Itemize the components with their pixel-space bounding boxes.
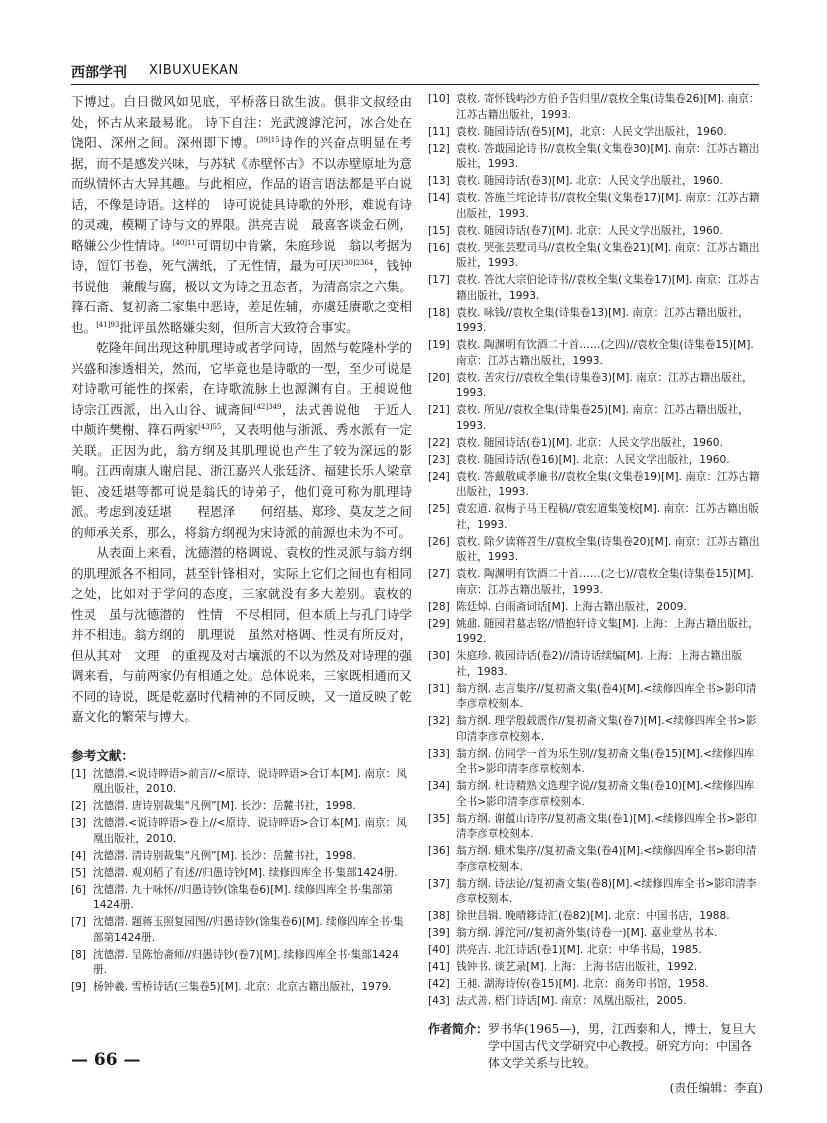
reference-number: [15] [428, 224, 450, 237]
reference-item [71, 767, 412, 798]
reference-text: 翁方纲. 谢蕴山诗序//复初斋文集(卷1)[M].<续修四库全书>影印清李彦章校刻本. [456, 812, 757, 840]
reference-item [428, 779, 763, 810]
reference-number: [42] [428, 978, 450, 990]
reference-text: 王昶. 湖海诗传(卷15)[M]. 北京：商务印书馆，1958. [456, 978, 709, 990]
reference-item [428, 977, 763, 993]
reference-text: 杨钟羲. 雪桥诗话(三集卷5)[M]. 北京：北京古籍出版社，1979. [93, 981, 392, 993]
reference-text: 袁枚. 随园诗话(卷16)[M]. 北京：人民文学出版社，1960. [456, 453, 730, 466]
references-list-left [71, 767, 412, 996]
author-bio [428, 1021, 763, 1072]
author-bio-label: 作者简介： [428, 1021, 489, 1036]
reference-number: [40] [428, 944, 450, 956]
left-column [71, 92, 425, 997]
article-body [71, 92, 425, 728]
reference-text: 袁枚. 答蕺园论诗书//袁枚全集(文集卷30)[M]. 南京：江苏古籍出版社，1993. [456, 142, 760, 170]
reference-text: 袁宏道. 叙梅子马王程稿//袁宏道集笺校[M]. 南京：江苏古籍出版社，1993. [456, 503, 759, 531]
reference-text: 姚鼐. 随园君墓志铭//惜抱轩诗文集[M]. 上海：上海古籍出版社，1992. [456, 617, 759, 645]
reference-number: [16] [428, 241, 450, 254]
citation-sup: [42]349 [253, 402, 282, 411]
reference-item [428, 174, 763, 190]
reference-number: [4] [71, 849, 87, 862]
citation-sup: [40]11 [172, 238, 196, 247]
reference-number: [28] [428, 600, 450, 613]
reference-item [428, 844, 763, 875]
reference-text: 翁方纲. 蛾术集序//复初斋文集(卷4)[M].<续修四库全书>影印清李彦章校刻本. [456, 845, 757, 873]
reference-number: [24] [428, 470, 450, 483]
reference-item [428, 649, 763, 680]
reference-number: [7] [71, 916, 87, 928]
reference-item [428, 371, 763, 402]
reference-text: 袁枚. 除夕读蒋苕生//袁枚全集(诗集卷20)[M]. 南京：江苏古籍出版社，1993. [456, 535, 760, 563]
reference-number: [19] [428, 339, 450, 351]
reference-text: 袁枚. 随园诗话(卷1)[M]. 北京：人民文学出版社，1960. [456, 436, 723, 449]
reference-item [428, 273, 763, 304]
reference-item [428, 600, 763, 616]
reference-text: 袁枚. 答施兰垞论诗书//袁枚全集(文集卷17)[M]. 南京：江苏古籍出版社，1993. [456, 192, 760, 220]
reference-text: 翁方纲. 理学殷载震作//复初斋文集(卷7)[M].<续修四库全书>影印清李彦章校刻本. [456, 715, 757, 743]
reference-number: [43] [428, 995, 450, 1007]
references-heading: 参考文献： [71, 747, 134, 763]
paragraph-3: 从表面上来看，沈德潜的格调说、袁枚的性灵派与翁方纲的肌理派各不相同，甚至针锋相对，实际上它们之间也有相同之处，比如对于学问的态度，三家就没有多大差别。袁枚的 性灵 虽与沈德潜的 性情 不尽相同，但本质上与孔门诗学并不相违。翁方纲的 肌理说 虽然对格调、性灵有所反对，但从其对 文理 的重视及对古壤派的不以为然及对诗理的强调来看，与前两家仍有相通之处。总体说来，三家既相通而又不同的诗说，既是乾嘉时代精神的不同反映，又一道反映了乾嘉文化的繁荣与博大。 [71, 545, 425, 724]
reference-item [428, 535, 763, 566]
reference-item [428, 224, 763, 240]
reference-item [428, 92, 763, 123]
reference-text: 袁枚. 答沈大宗伯论诗书//袁枚全集(文集卷17)[M]. 南京：江苏古籍出版社，1993. [456, 274, 760, 302]
reference-number: [9] [71, 981, 87, 993]
editor-note: (责任编辑：李直) [669, 1080, 763, 1095]
reference-item [428, 142, 763, 173]
reference-number: [37] [428, 877, 450, 890]
reference-text: 袁枚. 随园诗话(卷7)[M]. 北京：人民文学出版社，1960. [456, 224, 723, 237]
reference-number: [2] [71, 800, 87, 812]
reference-number: [17] [428, 274, 450, 286]
reference-item [428, 747, 763, 778]
reference-text: 袁枚. 寄怀钱屿沙方伯予告归里//袁枚全集(诗集卷26)[M]. 南京：江苏古籍出版社，1993. [456, 93, 760, 121]
reference-item [428, 338, 763, 369]
reference-text: 洪亮吉. 北江诗话(卷1)[M]. 北京：中华书局，1985. [456, 944, 702, 956]
reference-text: 翁方纲. 仿同学一首为乐生别//复初斋文集(卷15)[M].<续修四库全书>影印清李彦章校刻本. [456, 747, 755, 775]
paragraph-2: 乾隆年间出现这种肌理诗或者学问诗，固然与乾隆朴学的兴盛和渗透相关，然而，它毕竟也是诗歌的一型，至少可说是对诗歌可能性的探索，在诗歌流脉上也源渊有自。王昶说他 诗宗江西派，出入山谷、诚斋间$^{[42]349}$，法式善说他 于近人中颇许樊榭、箨石两家$^{[43]55}$，又表明他与浙派、秀水派有一定关联。正因为此，翁方纲及其肌理说也产生了较为深远的影响。江西南康人谢启昆、浙江嘉兴人张廷济、福建长乐人梁章钜、凌廷堪等都可说是翁氏的诗弟子，他们竟可称为肌理诗派。考虑到凌廷堪 程恩泽 何绍基、郑珍、莫友芝之间的师承关系，那么，将翁方纲视为宋诗派的前源也未为不可。 [71, 340, 425, 540]
reference-number: [25] [428, 503, 450, 515]
reference-item [428, 994, 763, 1010]
reference-text: 翁方纲. 志言集序//复初斋文集(卷4)[M].<续修四库全书>影印清李彦章校刻本. [456, 682, 757, 710]
reference-item [428, 125, 763, 141]
reference-text: 袁枚. 所见//袁枚全集(诗集卷25)[M]. 南京：江苏古籍出版社，1993. [456, 404, 749, 432]
reference-item [428, 877, 763, 908]
reference-text: 沈德潜. 题蒋玉照复园图//归愚诗钞(馀集卷6)[M]. 续修四库全书·集部第1424册. [93, 916, 404, 944]
reference-text: 袁枚. 哭张芸墅司马//袁枚全集(文集卷21)[M]. 南京：江苏古籍出版社，1993. [456, 241, 760, 269]
reference-number: [10] [428, 93, 450, 105]
reference-number: [14] [428, 192, 450, 204]
paragraph-1: 下博过。白日微风如见底，平桥落日欲生波。俱非文叔经由处，怀古从来最易讹。 诗下自注：光武渡滹沱河，冰合处在饶阳、深州之间。深州即下博。$^{[39]15}$诗作的兴奋点明显在考据，而不是感发兴味，与苏轼《赤壁怀古》不以赤壁原址为意而纵情怀古大异其趣。与此相应，作品的语言语法都是平白说话，不像是诗语。这样的 诗可说徒具诗歌的外形，难说有诗的灵魂，模糊了诗与文的界限。洪亮吉说 最喜客谈金石例，略嫌公少性情诗。$^{[40]11}$可谓切中肯綮，朱庭珍说 翁以考据为诗，饾饤书卷，死气满纸，了无性情，最为可厌$^{[30]2364}$，钱钟书说他 兼酸与腐，极以文为诗之丑态者，为清高宗之六集。箨石斋、复初斋二家集中恶诗，差足佐辅，亦虞廷赓歌之变相也。$^{[41]93}$批评虽然略嫌尖刻，但所言大致符合事实。 [71, 94, 413, 335]
reference-item [71, 816, 412, 847]
citation-sup: [41]93 [96, 320, 120, 329]
reference-number: [13] [428, 175, 450, 187]
reference-number: [5] [71, 866, 87, 879]
citation-sup: [43]55 [198, 422, 222, 431]
reference-text: 翁方纲. 杜诗精熟文选理字说//复初斋文集(卷10)[M].<续修四库全书>影印清李彦章校刻本. [456, 780, 755, 808]
reference-number: [32] [428, 715, 450, 727]
reference-text: 袁枚. 苦灾行//袁枚全集(诗集卷3)[M]. 南京：江苏古籍出版社，1993. [456, 371, 753, 399]
reference-number: [11] [428, 125, 450, 138]
reference-text: 陈廷焯. 白雨斋词话[M]. 上海古籍出版社，2009. [456, 600, 687, 613]
reference-number: [31] [428, 682, 450, 695]
reference-number: [23] [428, 453, 450, 466]
reference-item [428, 617, 763, 648]
reference-number: [29] [428, 617, 450, 630]
reference-item [428, 470, 763, 501]
reference-text: 沈德潜. 观刈稻了有述//归愚诗钞[M]. 续修四库全书·集部1424册. [93, 866, 398, 879]
reference-item [71, 799, 412, 815]
reference-text: 钱钟书. 谈艺录[M]. 上海：上海书店出版社，1992. [456, 961, 698, 973]
reference-text: 袁枚. 咏钱//袁枚全集(诗集卷13)[M]. 南京：江苏古籍出版社，1993. [456, 306, 749, 334]
reference-text: 徐世昌辑. 晚晴簃诗汇(卷82)[M]. 北京：中国书店，1988. [456, 910, 730, 922]
reference-number: [33] [428, 747, 450, 760]
reference-text: 袁枚. 随园诗话(卷5)[M]，北京：人民文学出版社，1960. [456, 125, 727, 138]
reference-item [428, 812, 763, 843]
reference-text: 沈德潜. 清诗别裁集“凡例”[M]. 长沙：岳麓书社，1998. [93, 849, 356, 862]
reference-number: [18] [428, 306, 450, 319]
reference-text: 袁枚. 陶渊明有饮酒二十首……(之七)//袁枚全集(诗集卷15)[M]. 南京：江苏古籍出版社，1993. [456, 568, 754, 596]
reference-number: [6] [71, 883, 87, 896]
reference-item [428, 436, 763, 452]
reference-number: [35] [428, 812, 450, 825]
reference-item [71, 849, 412, 865]
reference-text: 朱庭珍. 筱园诗话(卷2)//清诗话续编[M]. 上海：上海古籍出版社，1983. [456, 650, 743, 678]
author-bio-text: 罗书华(1965—)，男，江西泰和人，博士，复旦大学中国古代文学研究中心教授。研究方向：中国各体文学关系与比较。 [488, 1021, 756, 1070]
reference-item [428, 241, 763, 272]
reference-item [428, 502, 763, 533]
reference-text: 沈德潜.<说诗晬语>前言//<原诗、说诗晬语>合订本[M]. 南京：凤凰出版社，2010. [93, 767, 407, 795]
reference-number: [26] [428, 535, 450, 548]
reference-text: 袁枚. 随园诗话(卷3)[M]. 北京：人民文学出版社，1960. [456, 175, 723, 187]
reference-text: 法式善. 梧门诗话[M]. 南京：凤凰出版社，2005. [456, 995, 687, 1007]
reference-number: [34] [428, 780, 450, 792]
reference-number: [12] [428, 142, 450, 155]
journal-title-en: XIBUXUEKAN [149, 63, 239, 78]
page-header [71, 62, 759, 85]
reference-item [428, 926, 763, 942]
reference-item [71, 883, 412, 914]
reference-text: 翁方纲. 诗法论//复初斋文集(卷8)[M].<续修四库全书>影印清李彦章校刻本. [456, 877, 757, 905]
reference-text: 沈德潜. 唐诗别裁集“凡例”[M]. 长沙：岳麓书社，1998. [93, 800, 356, 812]
reference-number: [36] [428, 845, 450, 857]
citation-sup: [39]15 [256, 135, 280, 144]
reference-number: [27] [428, 568, 450, 580]
reference-item [428, 909, 763, 925]
reference-item [428, 714, 763, 745]
references-list-right [428, 92, 763, 1010]
page-number: — 66 — [71, 1050, 141, 1070]
reference-item [428, 306, 763, 337]
reference-number: [41] [428, 961, 450, 973]
reference-item [71, 866, 412, 882]
reference-number: [21] [428, 404, 450, 416]
reference-number: [20] [428, 371, 450, 384]
reference-text: 袁枚. 答戴敬咸孝廉书//袁枚全集(文集卷19)[M]. 南京：江苏古籍出版社，1993. [456, 470, 760, 498]
reference-number: [38] [428, 910, 450, 922]
reference-item [428, 682, 763, 713]
reference-number: [3] [71, 817, 87, 829]
reference-item [428, 403, 763, 434]
reference-number: [39] [428, 927, 450, 939]
reference-number: [30] [428, 650, 450, 662]
reference-text: 沈德潜. 呈陈怡斋师//归愚诗钞(卷7)[M]. 续修四库全书·集部1424册. [93, 948, 399, 976]
reference-number: [8] [71, 948, 87, 961]
reference-text: 沈德潜.<说诗晬语>卷上//<原诗、说诗晬语>合订本[M]. 南京：凤凰出版社，2010. [93, 817, 407, 845]
reference-item [428, 567, 763, 598]
reference-item [71, 980, 412, 996]
right-column [428, 92, 763, 1096]
reference-item [71, 915, 412, 946]
reference-text: 袁枚. 陶渊明有饮酒二十首……(之四)//袁枚全集(诗集卷15)[M]. 南京：江苏古籍出版社，1993. [456, 339, 754, 367]
reference-text: 沈德潜. 九十咏怀//归愚诗钞(馀集卷6)[M]. 续修四库全书·集部第1424册. [93, 883, 394, 911]
reference-number: [1] [71, 767, 87, 780]
reference-item [428, 943, 763, 959]
journal-title-cn: 西部学刊 [71, 65, 127, 81]
reference-item [71, 948, 412, 979]
reference-item [428, 960, 763, 976]
reference-number: [22] [428, 436, 450, 449]
reference-text: 翁方纲. 滹沱河//复初斋外集(诗卷一)[M]. 嘉业堂丛书本. [456, 927, 718, 939]
reference-item [428, 453, 763, 469]
reference-item [428, 191, 763, 222]
citation-sup: [30]2364 [341, 258, 374, 267]
